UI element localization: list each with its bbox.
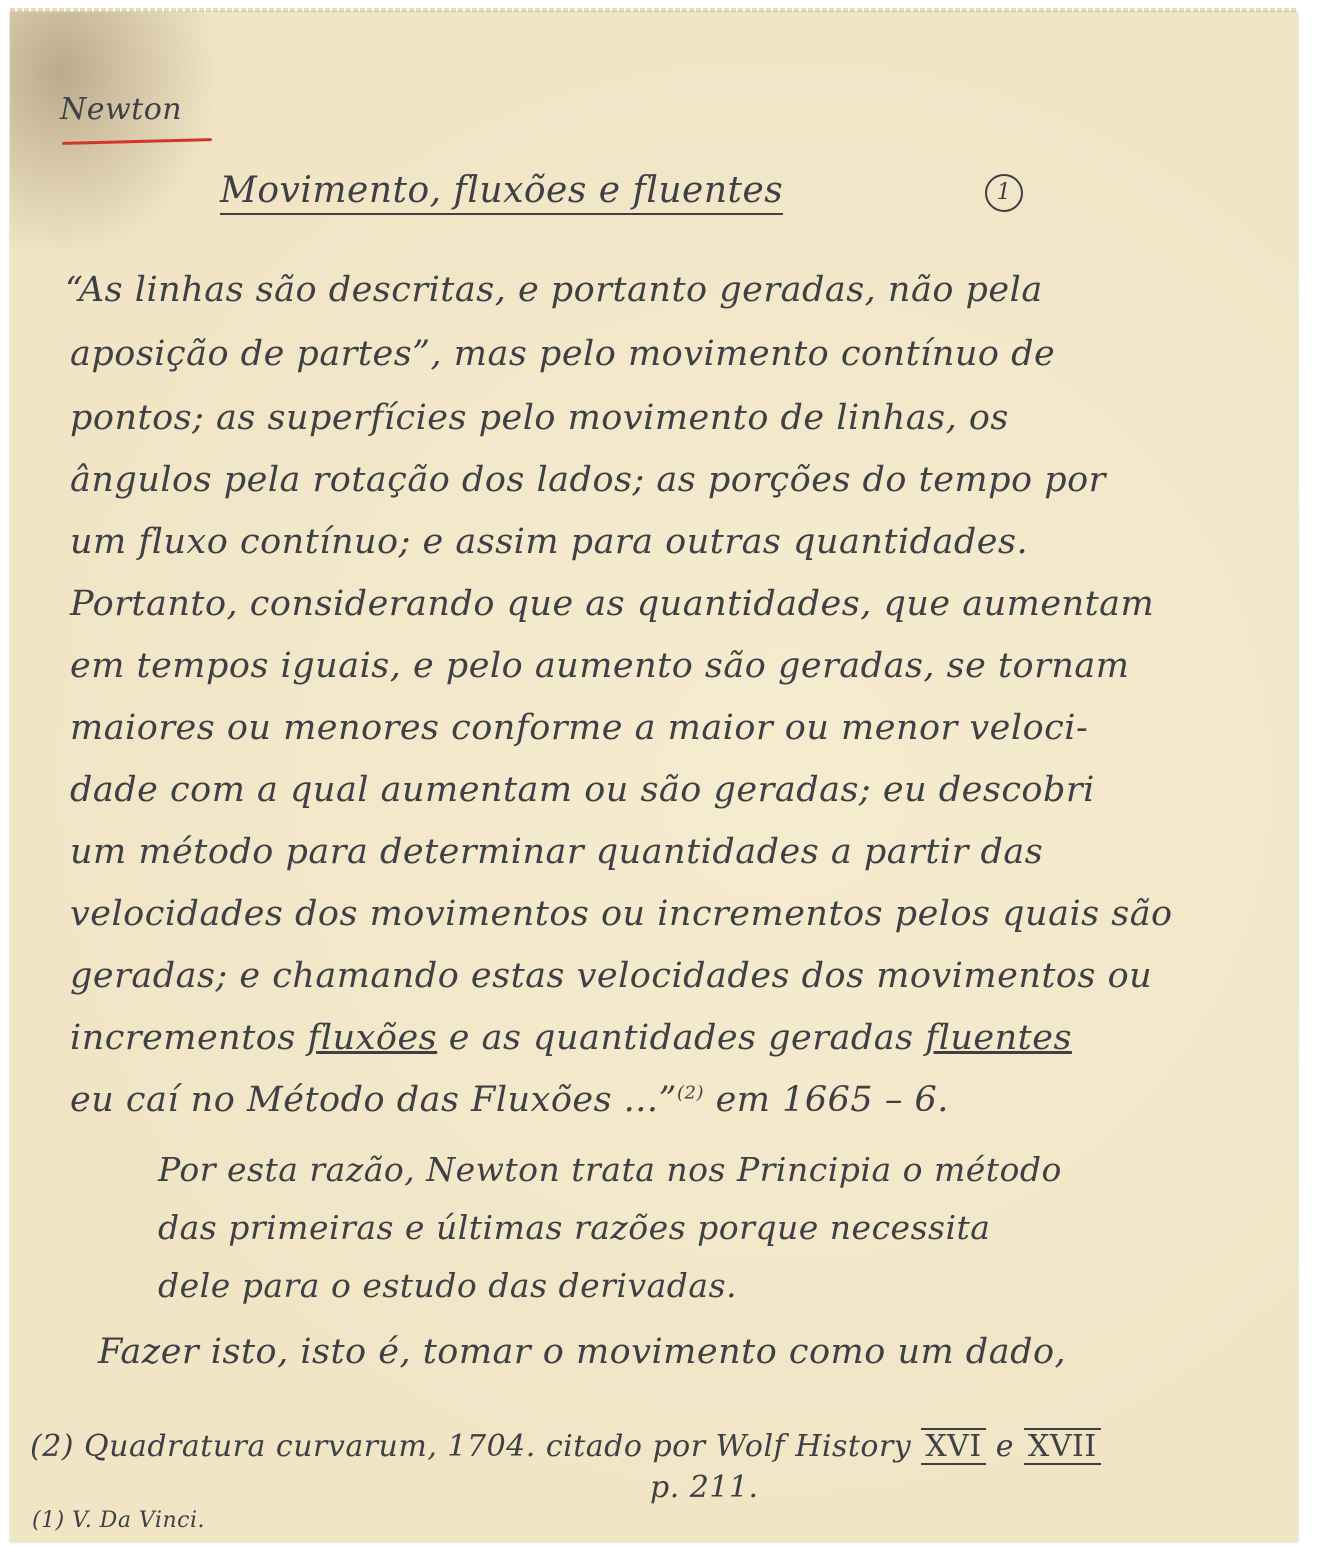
body-line-8: maiores ou menores conforme a maior ou menor veloci- (70, 708, 1089, 748)
body-line-2: aposição de partes”, mas pelo movimento contínuo de (70, 334, 1056, 374)
body-line-14 (70, 1080, 949, 1120)
body-line-1: “As linhas são descritas, e portanto geradas, não pela (65, 270, 1043, 310)
body-line-10: um método para determinar quantidades a partir das (70, 832, 1044, 872)
footnote (30, 1428, 1101, 1465)
line14-suffix: em 1665 – 6. (703, 1080, 949, 1120)
body-line-12: geradas; e chamando estas velocidades dos movimentos ou (70, 956, 1153, 996)
footnote-connector: e (985, 1429, 1025, 1464)
red-underline (62, 138, 212, 145)
author-label: Newton (60, 92, 183, 127)
body-line-9: dade com a qual aumentam ou são geradas; eu descobri (70, 770, 1095, 810)
body-line-3: pontos; as superfícies pelo movimento de linhas, os (70, 398, 1009, 438)
term-fluxoes: fluxões (307, 1018, 438, 1058)
line14-text: eu caí no Método das Fluxões ...” (70, 1080, 677, 1120)
roman-numeral-17: XVII (1024, 1428, 1101, 1465)
paragraph2-line-2: das primeiras e últimas razões porque necessita (158, 1208, 991, 1247)
body-line-7: em tempos iguais, e pelo aumento são geradas, se tornam (70, 646, 1130, 686)
line13-middle: e as quantidades geradas (437, 1018, 926, 1058)
title-number: 1 (985, 174, 1023, 212)
body-line-13 (70, 1018, 1072, 1058)
side-note: (1) V. Da Vinci. (32, 1508, 205, 1533)
roman-numeral-16: XVI (921, 1428, 985, 1465)
footnote-text: Quadratura curvarum, 1704. citado por Wolf History (84, 1429, 912, 1464)
body-line-4: ângulos pela rotação dos lados; as porções do tempo por (70, 460, 1106, 500)
paragraph3-line-1: Fazer isto, isto é, tomar o movimento como um dado, (98, 1332, 1067, 1372)
page-title: Movimento, fluxões e fluentes (220, 170, 783, 215)
note-mark-2: (2) (676, 1082, 704, 1104)
manuscript-page (10, 12, 1298, 1542)
body-line-6: Portanto, considerando que as quantidades, que aumentam (70, 584, 1155, 624)
line13-prefix: incrementos (70, 1018, 308, 1058)
paragraph2-line-1: Por esta razão, Newton trata nos Principia o método (158, 1150, 1062, 1189)
footnote-mark: (2) (30, 1429, 74, 1464)
paragraph2-line-3: dele para o estudo das derivadas. (158, 1266, 738, 1305)
body-line-11: velocidades dos movimentos ou incrementos pelos quais são (70, 894, 1173, 934)
footnote-page: p. 211. (650, 1470, 759, 1505)
body-line-5: um fluxo contínuo; e assim para outras quantidades. (70, 522, 1029, 562)
title-number-badge (985, 172, 1023, 212)
term-fluentes: fluentes (925, 1018, 1072, 1058)
